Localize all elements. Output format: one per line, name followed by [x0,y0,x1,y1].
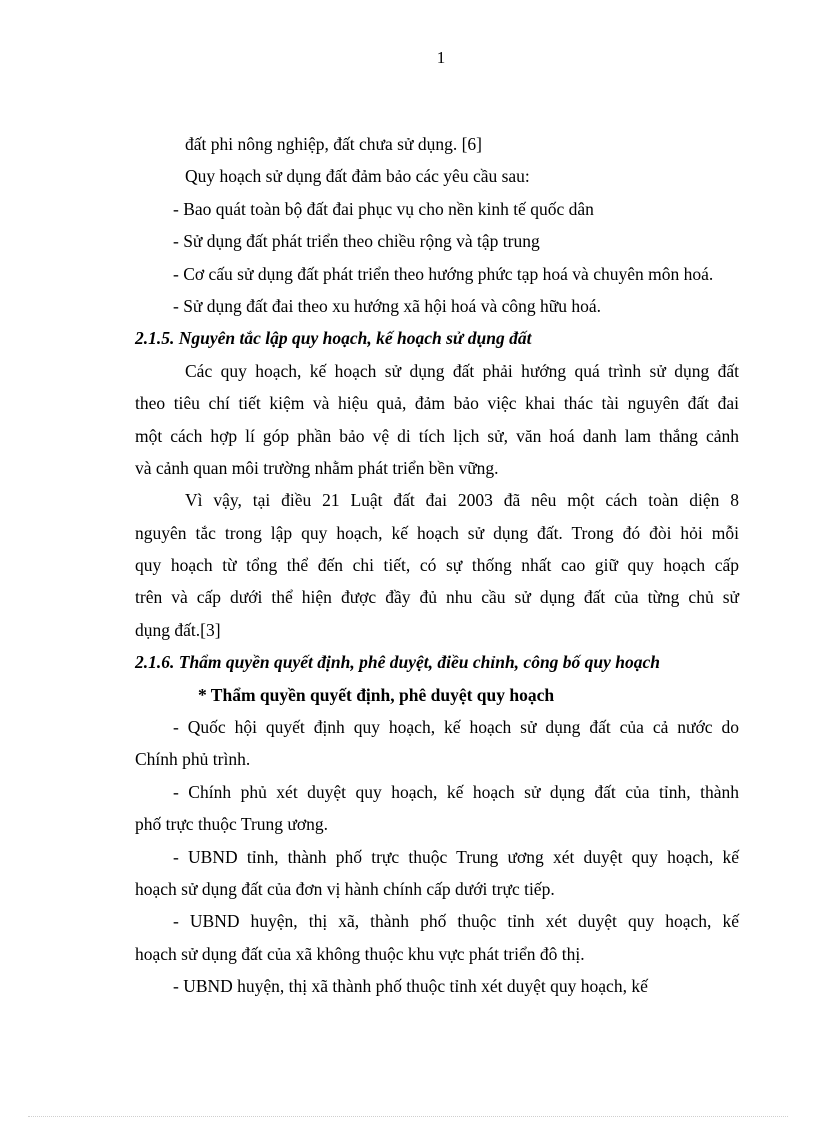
paragraph-line: Các quy hoạch, kế hoạch sử dụng đất phải hướng quá trình sử dụng đất [185,360,739,381]
page-number: 1 [436,48,446,67]
paragraph-line: phố trực thuộc Trung ương. [135,814,329,835]
section-heading-2-1-5: 2.1.5. Nguyên tắc lập quy hoạch, kế hoạch sử dụng đất [135,328,532,349]
paragraph-line: - UBND huyện, thị xã thành phố thuộc tỉnh xét duyệt quy hoạch, kế [173,976,648,997]
list-item: - Sử dụng đất phát triển theo chiều rộng và tập trung [173,231,540,252]
body-line: Quy hoạch sử dụng đất đảm bảo các yêu cầu sau: [185,166,530,187]
paragraph-line: Chính phủ trình. [135,749,251,770]
footer-divider [28,1116,788,1117]
paragraph-line: theo tiêu chí tiết kiệm và hiệu quả, đảm bảo việc khai thác tài nguyên đất đai [135,393,739,414]
paragraph-line: Vì vậy, tại điều 21 Luật đất đai 2003 đã nêu một cách toàn diện 8 [185,490,739,511]
paragraph-line: - Quốc hội quyết định quy hoạch, kế hoạch sử dụng đất của cả nước do [173,717,739,738]
subheading: * Thẩm quyền quyết định, phê duyệt quy hoạch [198,684,555,705]
paragraph-line: hoạch sử dụng đất của xã không thuộc khu vực phát triển đô thị. [135,943,585,964]
list-item: - Sử dụng đất đai theo xu hướng xã hội hoá và công hữu hoá. [173,295,601,316]
document-body [135,128,739,1003]
paragraph-line: dụng đất.[3] [135,619,221,640]
body-line: đất phi nông nghiệp, đất chưa sử dụng. [6] [185,134,482,154]
paragraph-line: - UBND tỉnh, thành phố trực thuộc Trung ương xét duyệt quy hoạch, kế [173,846,739,867]
list-item: - Bao quát toàn bộ đất đai phục vụ cho nền kinh tế quốc dân [173,198,594,219]
list-item: - Cơ cấu sử dụng đất phát triển theo hướng phức tạp hoá và chuyên môn hoá. [173,263,714,284]
paragraph-line: một cách hợp lí góp phần bảo vệ di tích lịch sử, văn hoá danh lam thắng cảnh [135,425,739,446]
paragraph-line: hoạch sử dụng đất của đơn vị hành chính cấp dưới trực tiếp. [135,878,555,899]
paragraph-line: quy hoạch từ tổng thể đến chi tiết, có sự thống nhất cao giữ quy hoạch cấp [135,555,739,576]
paragraph-line: và cảnh quan môi trường nhằm phát triển bền vững. [135,457,499,478]
paragraph-line: trên và cấp dưới thể hiện được đầy đủ nhu cầu sử dụng đất của từng chủ sử [135,587,739,608]
paragraph-line: nguyên tắc trong lập quy hoạch, kế hoạch sử dụng đất. Trong đó đòi hỏi mỗi [135,522,739,543]
section-heading-2-1-6: 2.1.6. Thẩm quyền quyết định, phê duyệt, điều chỉnh, công bố quy hoạch [135,652,661,673]
paragraph-line: - UBND huyện, thị xã, thành phố thuộc tỉnh xét duyệt quy hoạch, kế [173,911,739,932]
paragraph-line: - Chính phủ xét duyệt quy hoạch, kế hoạch sử dụng đất của tỉnh, thành [173,781,739,802]
